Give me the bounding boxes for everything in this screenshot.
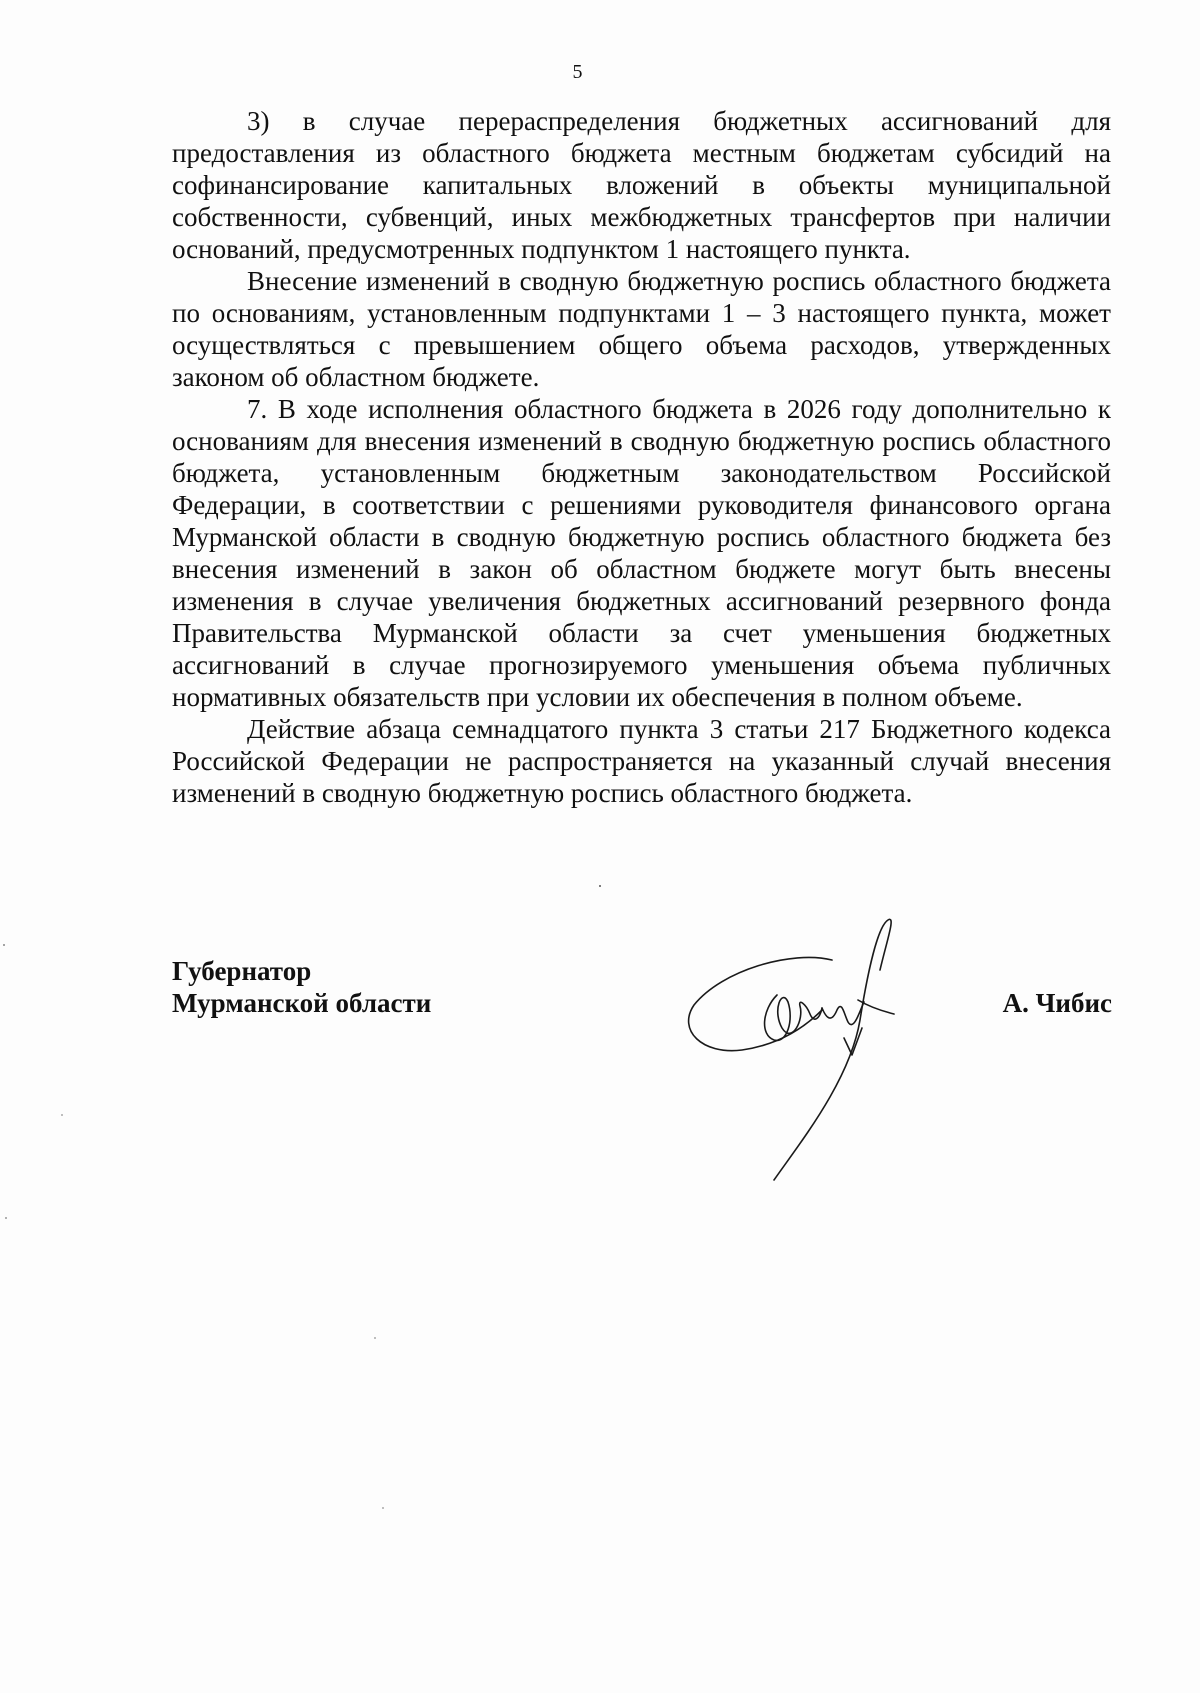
signer-position-line-1: Губернатор (172, 956, 312, 986)
paragraph-article-217: Действие абзаца семнадцатого пункта 3 статьи 217 Бюджетного кодекса Российской Федерации не распространяется на указанный случай внесения изменений в сводную бюджетную роспись областного бюджета. (172, 714, 1111, 808)
signer-position-line-2: Мурманской области (172, 988, 432, 1018)
signer-position (172, 955, 431, 1019)
handwritten-signature (682, 910, 942, 1190)
paragraph-subitem-3: 3) в случае перераспределения бюджетных ассигнований для предоставления из областного бюджета местным бюджетам субсидий на софинансирование капитальных вложений в объекты муниципальной собственности, субвенций, иных межбюджетных трансфертов при наличии оснований, предусмотренных подпунктом 1 настоящего пункта. (172, 106, 1111, 264)
signer-name: А. Чибис (1002, 988, 1112, 1018)
signature-block (172, 955, 1112, 1195)
paragraph-changes-exceeding: Внесение изменений в сводную бюджетную роспись областного бюджета по основаниям, установленным подпунктами 1 – 3 настоящего пункта, может осуществляться с превышением общего объема расходов, утвержденных законом об областном бюджете. (172, 266, 1111, 392)
page-number: 5 (572, 61, 583, 83)
paragraph-item-7: 7. В ходе исполнения областного бюджета в 2026 году дополнительно к основаниям для внесения изменений в сводную бюджетную роспись областного бюджета, установленным бюджетным законодательством Российской Федерации, в соответствии с решениями руководителя финансового органа Мурманской области в сводную бюджетную роспись областного бюджета без внесения изменений в закон об областном бюджете могут быть внесены изменения в случае увеличения бюджетных ассигнований резервного фонда Правительства Мурманской области за счет уменьшения бюджетных ассигнований в случае прогнозируемого уменьшения объема публичных нормативных обязательств при условии их обеспечения в полном объеме. (172, 394, 1111, 712)
document-body (172, 105, 1111, 809)
